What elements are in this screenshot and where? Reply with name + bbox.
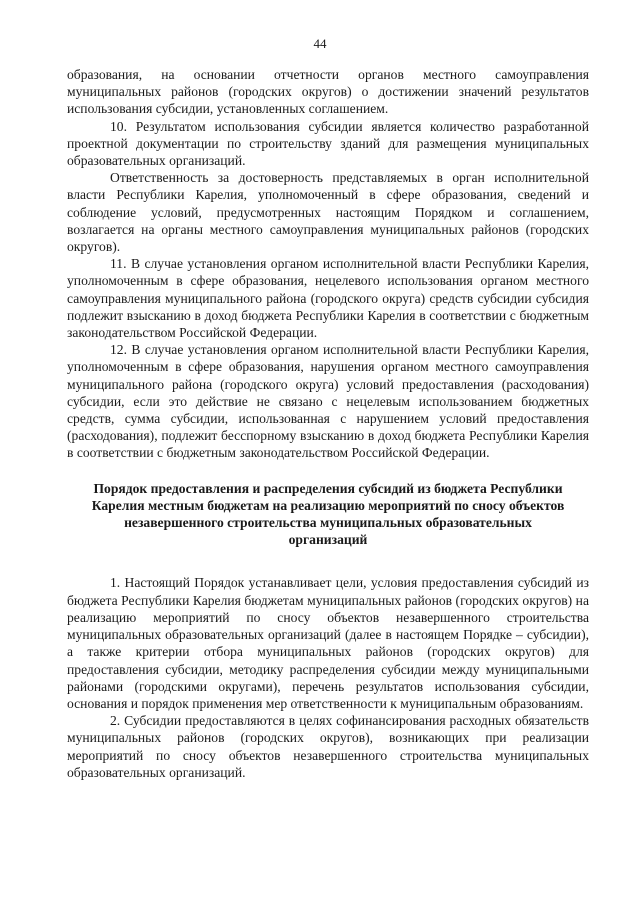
document-body bbox=[67, 66, 589, 781]
paragraph-responsibility: Ответственность за достоверность представляемых в орган исполнительной власти Республики Карелия, уполномоченный в сфере образования, сведений и соблюдение условий, предусмотренных настоящим Порядком и соглашением, возлагается на органы местного самоуправления муниципальных районов (городских округов). bbox=[67, 170, 589, 255]
paragraph-item-12: 12. В случае установления органом исполнительной власти Республики Карелия, уполномоченным в сфере образования, нарушения органом местного самоуправления муниципального района (городского округа) условий предоставления (расходования) субсидии, если это действие не связано с нецелевым использованием бюджетных средств, сумма субсидии, использованная с нарушением условий предоставления (расходования), подлежит бесспорному взысканию в доход бюджета Республики Карелия в соответствии с бюджетным законодательством Российской Федерации. bbox=[67, 342, 589, 461]
paragraph-item-1: 1. Настоящий Порядок устанавливает цели, условия предоставления субсидий из бюджета Республики Карелия бюджетам муниципальных районов (городских округов) на реализацию мероприятий по сносу объектов незавершенного строительства муниципальных образовательных организаций (далее в настоящем Порядке – субсидии), а также критерии отбора муниципальных районов (городских округов) для предоставления субсидии, методику распределения субсидии между муниципальными районами (городскими округами), перечень результатов использования субсидии, основания и порядок применения мер ответственности к муниципальным образованиям. bbox=[67, 575, 589, 711]
paragraph-continuation: образования, на основании отчетности органов местного самоуправления муниципальных районов (городских округов) о достижении значений результатов использования субсидии, установленных соглашением. bbox=[67, 67, 589, 117]
page-number: 44 bbox=[313, 36, 327, 51]
section-heading: Порядок предоставления и распределения субсидий из бюджета Республики Карелия местным бюджетам на реализацию мероприятий по сносу объектов незавершенного строительства муниципальных образовательных организаций bbox=[91, 480, 565, 548]
paragraph-item-11: 11. В случае установления органом исполнительной власти Республики Карелия, уполномоченным в сфере образования, нецелевого использования органом местного самоуправления муниципального района (городского округа) средств субсидии субсидия подлежит взысканию в доход бюджета Республики Карелия в соответствии с бюджетным законодательством Российской Федерации. bbox=[67, 256, 589, 341]
paragraph-item-10: 10. Результатом использования субсидии является количество разработанной проектной документации по строительству зданий для размещения муниципальных образовательных организаций. bbox=[67, 118, 589, 169]
paragraph-item-2: 2. Субсидии предоставляются в целях софинансирования расходных обязательств муниципальных районов (городских округов), возникающих при реализации мероприятий по сносу объектов незавершенного строительства муниципальных образовательных организаций. bbox=[67, 713, 589, 780]
